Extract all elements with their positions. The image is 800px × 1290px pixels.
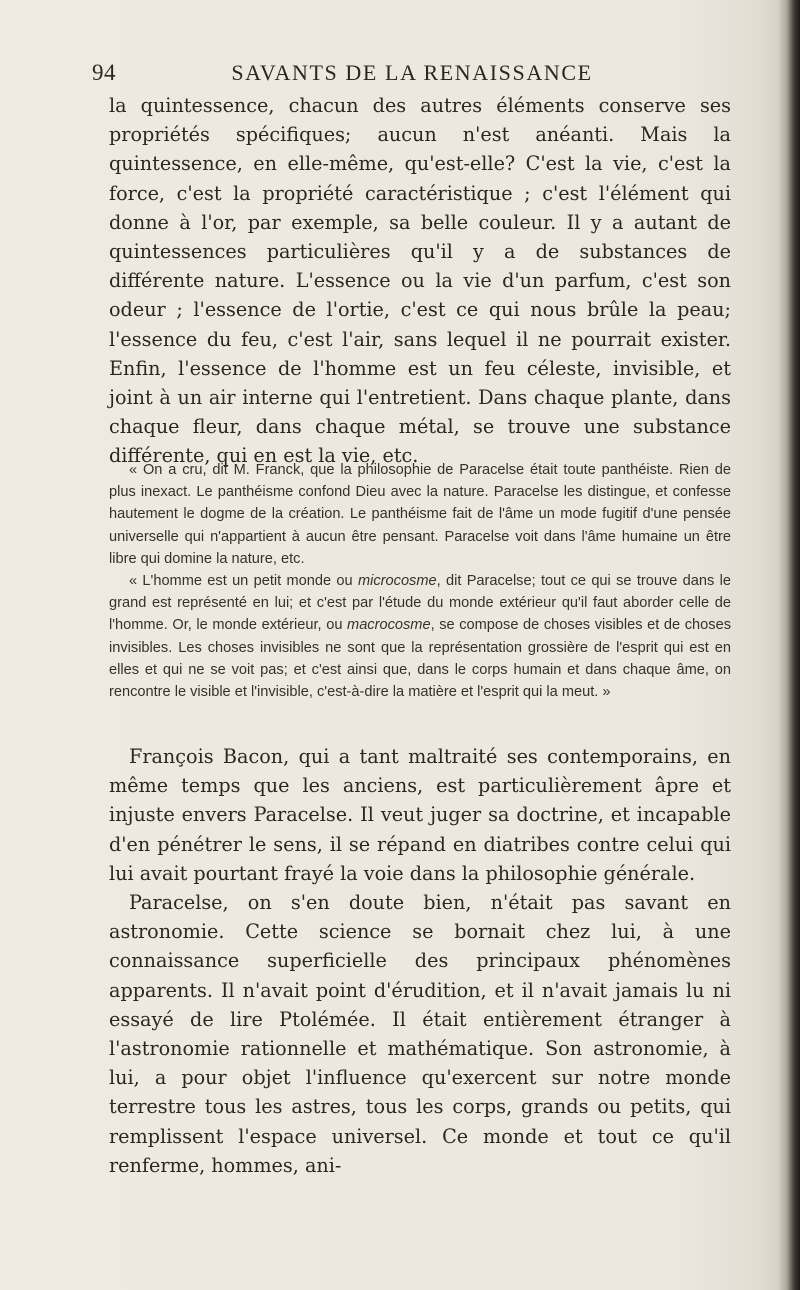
running-head: SAVANTS DE LA RENAISSANCE (231, 60, 593, 85)
quotation-paragraph: « On a cru, dit M. Franck, que la philosophie de Paracelse était toute panthéiste. Rien de plus inexact. Le panthéisme confond Dieu avec la nature. Paracelse les distingue, et confesse hautement le dogme de la création. Le panthéisme fait de l'âme un mode fugitif d'une pensée universelle qui n'appartient à aucun être pensant. Paracelse voit dans l'âme humaine un être libre qui domine la nature, etc. (109, 462, 731, 567)
quotation-paragraph (109, 570, 731, 703)
italic-term-microcosme: microcosme (357, 573, 437, 590)
page-edge-shadow (778, 0, 800, 1290)
quote-text: « L'homme est un petit monde ou (129, 573, 358, 590)
paragraph: la quintessence, chacun des autres éléments conserve ses propriétés spécifiques; aucun n'est anéanti. Mais la quintessence, en elle-même, qu'est-elle? C'est la vie, c'est la force, c'est la propriété caractéristique ; c'est l'élément qui donne à l'or, par exemple, sa belle couleur. Il y a autant de quintessences particulières qu'il y a de substances de différente nature. L'essence ou la vie d'un parfum, c'est son odeur ; l'essence de l'ortie, c'est ce qui nous brûle la peau; l'essence du feu, c'est l'air, sans lequel il ne pourrait exister. Enfin, l'essence de l'homme est un feu céleste, invisible, et joint à un air interne qui l'entretient. Dans chaque plante, dans chaque fleur, dans chaque métal, se trouve une substance différente, qui en est la vie, etc. (109, 94, 731, 468)
paragraph: Paracelse, on s'en doute bien, n'était pas savant en astronomie. Cette science se bornait chez lui, à une connaissance superficielle des principaux phénomènes apparents. Il n'avait point d'érudition, et il n'avait jamais lu ni essayé de lire Ptolémée. Il était entièrement étranger à l'astronomie rationnelle et mathématique. Son astronomie, à lui, a pour objet l'influence qu'exercent sur notre monde terrestre tous les astres, tous les corps, grands ou petits, qui remplissent l'espace universel. Ce monde et tout ce qu'il renferme, hommes, ani- (109, 891, 731, 1177)
quote-text: , se compose de choses visibles et de choses invisibles. Les choses invisibles ne sont que la représentation grossière de l'esprit qui est en elles et qui ne se voit pas; et c'est ainsi que, dans le corps humain et dans chaque âme, on rencontre le visible et l'invisible, c'est-à-dire la matière et l'esprit qui la meut. » (109, 617, 731, 701)
page-number: 94 (92, 60, 116, 85)
italic-term-macrocosme: macrocosme (347, 617, 431, 634)
paragraph: François Bacon, qui a tant maltraité ses contemporains, en même temps que les anciens, est particulièrement âpre et injuste envers Paracelse. Il veut juger sa doctrine, et incapable d'en pénétrer le sens, il se répand en diatribes contre celui qui lui avait pourtant frayé la voie dans la philosophie générale. (109, 745, 731, 885)
page-header (92, 60, 732, 90)
quote-text: , dit Paracelse; tout ce qui se trouve dans le grand est représenté en lui; et c'est par l'étude du monde extérieur qu'il faut aborder celle de l'homme. Or, le monde extérieur, ou (109, 573, 731, 634)
main-text-bottom (109, 742, 731, 1180)
main-text-top (109, 91, 731, 471)
quotation-block (109, 459, 731, 703)
